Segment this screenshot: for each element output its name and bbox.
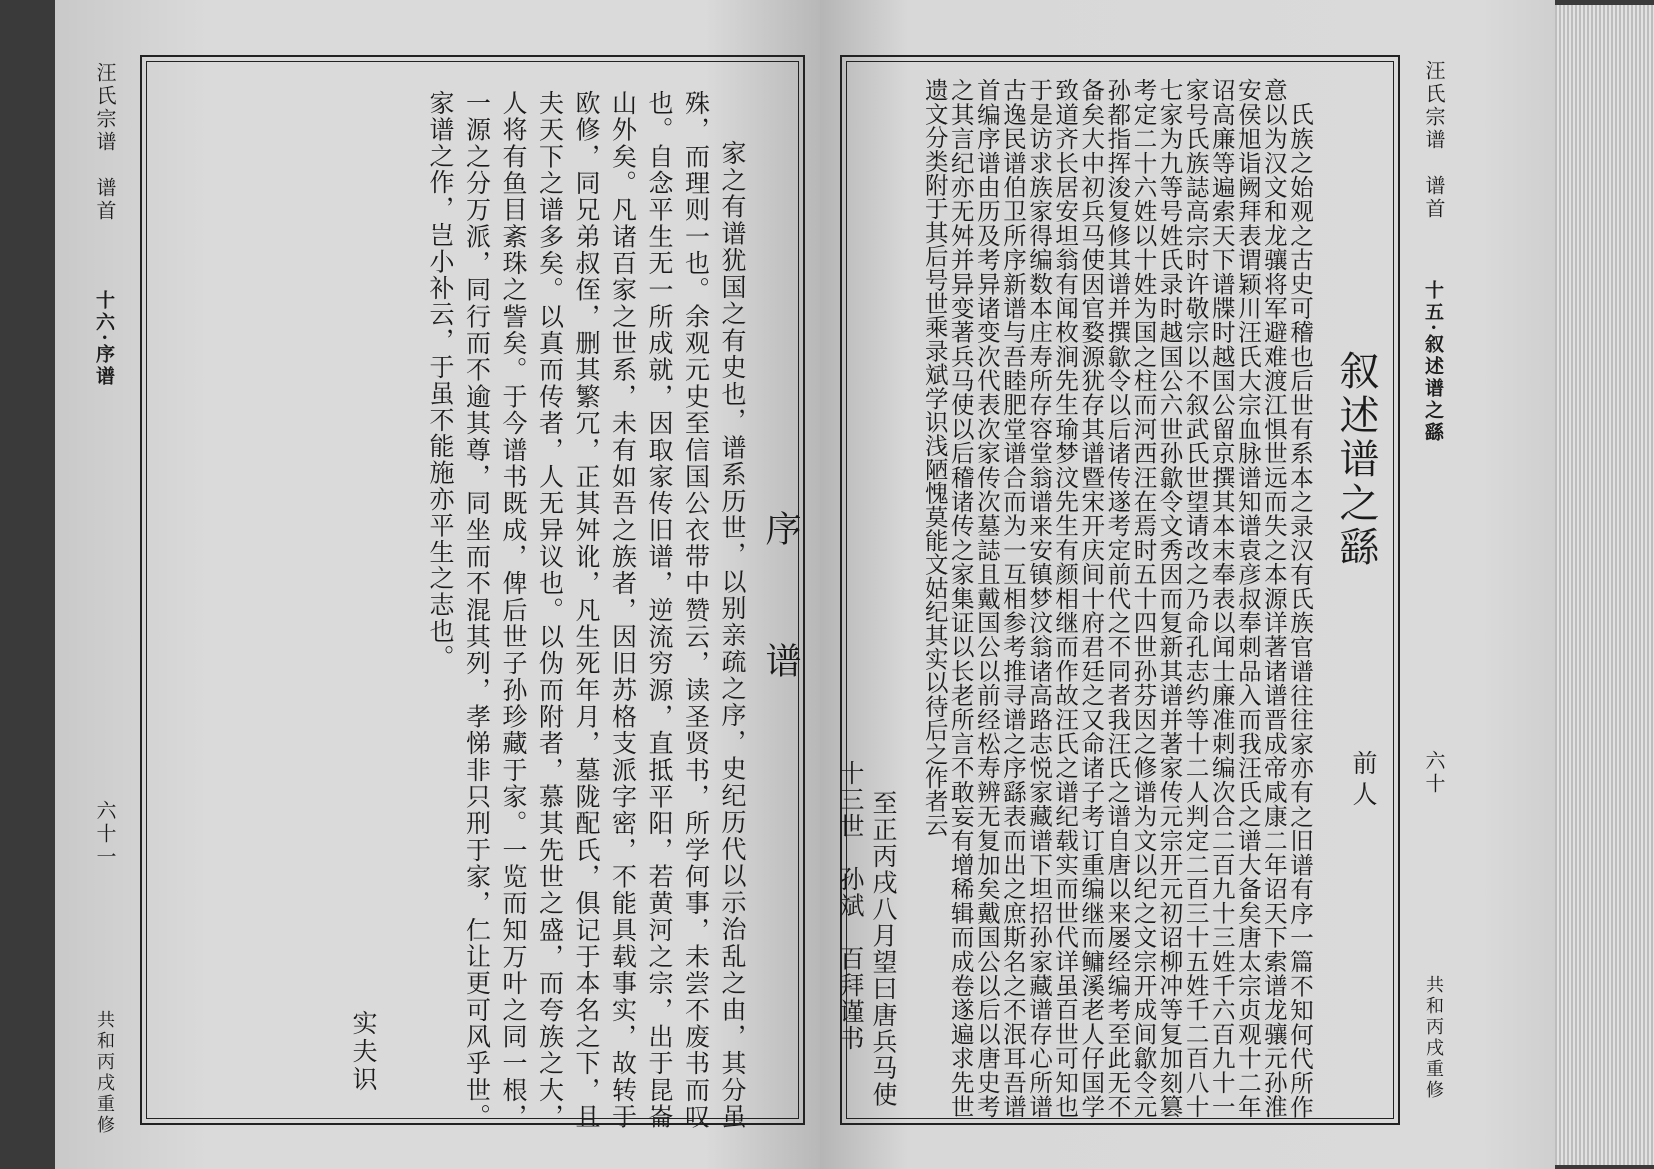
right-date-line: 至正丙戌八月望曰唐兵马使 — [869, 790, 898, 1108]
right-heading: 叙述谱之繇 — [1333, 350, 1379, 570]
left-section-label: 十六·序谱 — [93, 290, 115, 388]
left-paragraph: 家之有谱犹国之有史也，谱系历世，以别亲疏之序，史纪历代以示治乱之由，其分虽殊，而理则一也。余观元史至信国公衣带中赞云，读圣贤书，所学何事，未尝不废书而叹也。自念平生无一所成就，因取家传旧谱，逆流穷源，直抵平阳，若黄河之宗，出于昆崙山外矣。凡诸百家之世系，未有如吾之族者，因旧苏格支派字密，不能具载事实，故转于欧修，同兄弟叔侄，删其繁冗，正其舛讹，凡生死年月，墓陇配氏，俱记于本名之下，且夫天下之谱多矣。以真而传者，人无异议也。以伪而附者，慕其先世之盛，而夸族之大，人将有鱼目紊珠之訾矣。于今谱书既成，俾后世子孙珍藏于家。一览而知万叶之同一根，一源之分万派，同行而不逾其尊，同坐而不混其列，孝悌非只刑于家，仁让更可风乎世。家谱之作，岂小补云，于虽不能施亦平生之志也。 — [426, 90, 747, 1130]
right-author: 前人 — [1349, 750, 1378, 812]
left-edition: 共和丙戌重修 — [94, 1010, 115, 1136]
right-body-text — [895, 78, 1313, 1118]
page-edges — [1555, 5, 1654, 1165]
right-paragraph: 氏族之始观之古史可稽也后世有系本之录汉有氏族官谱往往家亦有之旧谱有序一篇不知何代所作意以为汉文和龙骧将军避难渡江惧世远而失之本源详著诸谱晋成帝咸康二年诏天下索谱龙骧元孙淮安侯旭诣阙拜表谓颖川汪氏大宗血脉谱知谱袁彦叔奉刺品入而我汪氏之谱大备矣唐太宗贞观十二年诏高廉等遍索天下谱牒时越国公留京撰其本末奉表以闻士廉准刺编次合二百九十三姓千六百九十一家号氏族誌高宗时许敬宗以不叙武氏世望请改之乃命孔志约等十二人判定二百三十五姓千二百八十七家为九等号姓氏录时越国公六世孙歙令文秀因而复新其谱并著家传元宗开元初诏柳冲等复加刻篡考定二十六姓以十姓为国之柱而河西汪在焉时五十四世孙芬因之修谱为文以纪之文宗开成间歙令元孙都指挥浚复修其谱并撰歙令以后诸传遂考定前代之不同者我汪氏之谱自唐以来屡经编考至此无不备矣大中初兵马使因官婺源犹存其谱暨宋开庆间十府君廷之又命诸子考订重编继而鳙溪老人仔国学致道齐长居安坦翁有闻枚涧先生瑜梦汶先生有颜相继而作故汪氏之谱纪载实而世代详虽百世可知也于是访求族家得编数本庄寿所存容堂翁谱来安镇梦汶翁诸高路志悦家藏谱下坦招孙家藏谱存心所谱古逸民谱伯卫所序新谱与吾睦肥堂谱合而为一互相参考推寻谱之序繇表而出之庶斯名之不泯耳吾谱首编序谱由历及考异诸变次代表次家传次墓誌且戴国公以前经松寿辨无复加矣戴国公以后以唐史考之其言纪亦无舛并异变著兵马使以后稽诸传之家集证以长老所言不敢妄有增稀辑而成卷遂遍求先世遗文分类附于其后号世乘录斌学识浅陋愧莫能文姑纪其实以待后之作者云 — [920, 78, 1314, 1118]
left-margin-title: 汪氏宗谱 谱首 — [93, 62, 117, 223]
right-edition: 共和丙戌重修 — [1423, 975, 1444, 1101]
right-signature-line: 十三世 孙斌 百拜谨书 — [836, 760, 865, 1052]
left-body-text — [400, 90, 750, 1130]
right-margin-title: 汪氏宗谱 谱首 — [1422, 60, 1446, 221]
right-page — [820, 0, 1555, 1169]
left-heading: 序 谱 — [760, 510, 801, 708]
left-page-number: 六十一 — [93, 800, 117, 869]
left-page — [55, 0, 820, 1169]
right-section-label: 十五·叙述谱之繇 — [1422, 280, 1444, 444]
left-signature: 实夫识 — [349, 1010, 378, 1094]
right-page-number: 六十 — [1422, 750, 1446, 796]
